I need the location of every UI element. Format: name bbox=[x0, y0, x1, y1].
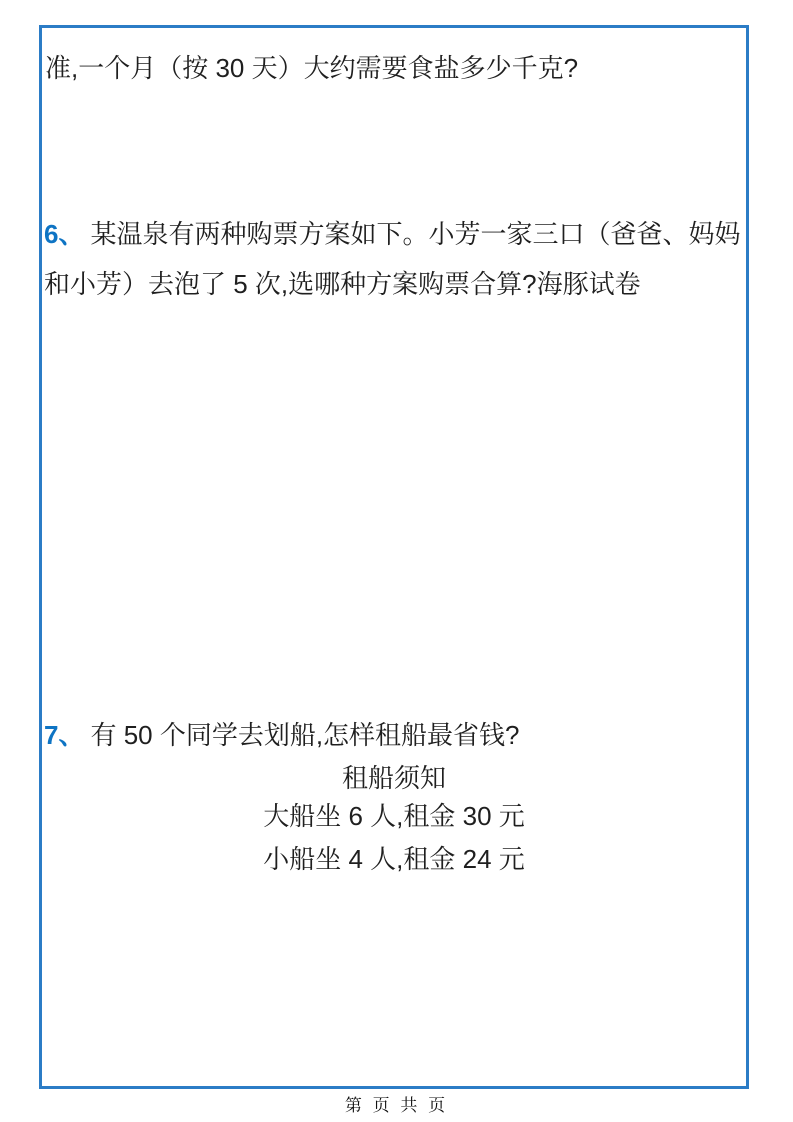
question-6 bbox=[44, 209, 750, 309]
question-5-continuation-text: 准,一个月（按 30 天）大约需要食盐多少千克? bbox=[45, 53, 579, 83]
question-6-number: 6、 bbox=[44, 219, 85, 249]
question-6-text: 某温泉有两种购票方案如下。小芳一家三口（爸爸、妈妈和小芳）去泡了 5 次,选哪种方案购票合算?海豚试卷 bbox=[44, 219, 741, 299]
page-border-frame bbox=[39, 25, 749, 1089]
question-7-number: 7、 bbox=[44, 720, 85, 750]
boat-rental-notice-title: 租船须知 bbox=[341, 763, 446, 793]
question-7-text: 有 50 个同学去划船,怎样租船最省钱? bbox=[90, 720, 520, 750]
page-footer: 第 页 共 页 bbox=[344, 1096, 449, 1115]
boat-rental-notice-small-boat-line: 小船坐 4 人,租金 24 元 bbox=[263, 844, 525, 874]
boat-rental-notice-big-boat-line: 大船坐 6 人,租金 30 元 bbox=[263, 801, 525, 831]
question-7 bbox=[44, 710, 750, 760]
